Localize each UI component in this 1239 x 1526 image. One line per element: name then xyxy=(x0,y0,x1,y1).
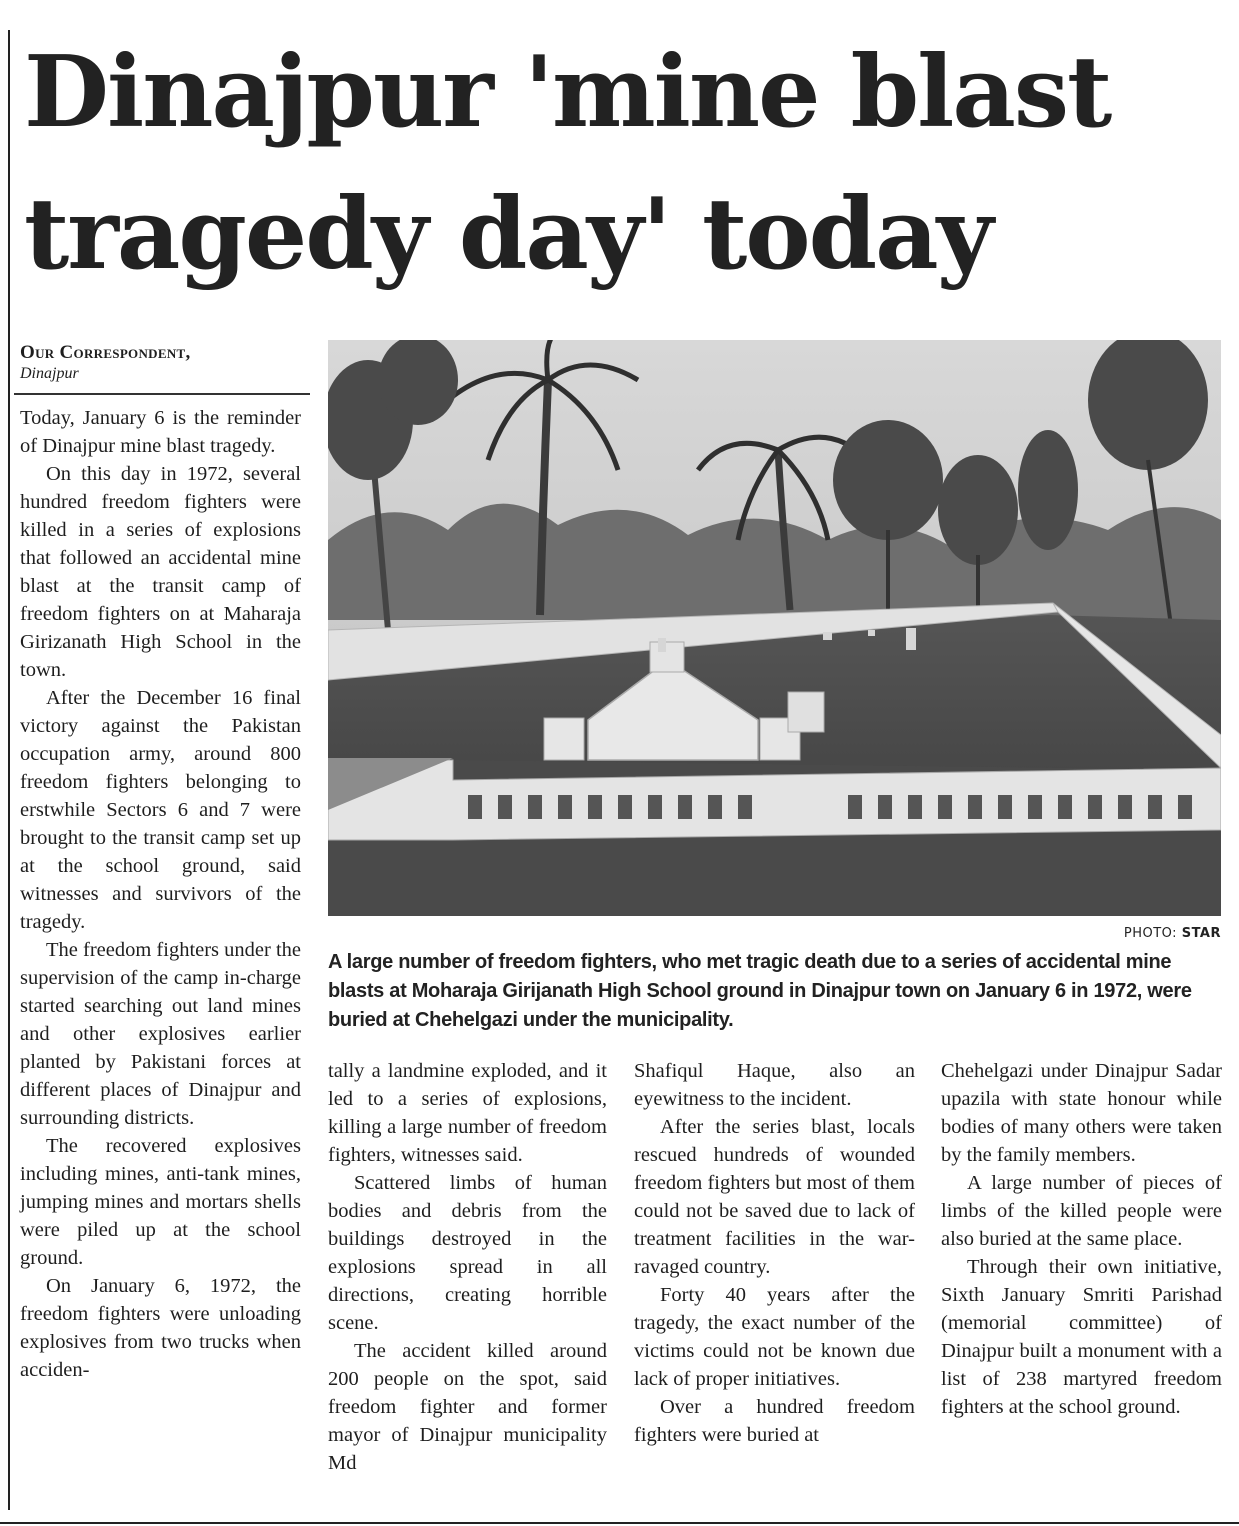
paragraph: Over a hundred freedom fighters were buried at xyxy=(634,1396,915,1446)
headline: Dinajpur 'mine blast tragedy day' today xyxy=(24,35,1111,292)
photo-credit xyxy=(1124,926,1221,941)
photo-credit-source: STAR xyxy=(1181,926,1221,941)
paragraph: Forty 40 years after the tragedy, the exact number of the victims could not be known due lack of proper initiatives. xyxy=(634,1284,915,1390)
photo-caption: A large number of freedom fighters, who met tragic death due to a series of accidental mine blasts at Moharaja Girijanath High School ground in Dinajpur town on January 6 in 1972, were buried at Chehelgazi under the municipality. xyxy=(328,951,1192,1031)
body-column-2 xyxy=(328,1057,607,1477)
byline-author: Our Correspondent, xyxy=(20,342,191,363)
body-column-1 xyxy=(20,404,301,1384)
paragraph: Scattered limbs of human bodies and debris from the buildings destroyed in the explosions spread in all directions, creating horrible scene. xyxy=(328,1172,607,1334)
byline-dateline: Dinajpur xyxy=(20,365,79,382)
paragraph: The accident killed around 200 people on the spot, said freedom fighter and former mayor of Dinajpur municipality Md xyxy=(328,1340,607,1474)
byline xyxy=(20,342,310,384)
paragraph: Today, January 6 is the reminder of Dinajpur mine blast tragedy. xyxy=(20,407,301,457)
paragraph: Shafiqul Haque, also an eyewitness to the incident. xyxy=(634,1060,915,1110)
paragraph: Chehelgazi under Dinajpur Sadar upazila with state honour while bodies of many others were taken by the family members. xyxy=(941,1060,1222,1166)
paragraph: After the December 16 final victory against the Pakistan occupation army, around 800 freedom fighters belonging to erstwhile Sectors 6 and 7 were brought to the transit camp set up at the school ground, said witnesses and survivors of the tragedy. xyxy=(20,687,301,933)
byline-rule xyxy=(14,393,310,395)
paragraph: On this day in 1972, several hundred freedom fighters were killed in a series of explosions that followed an accidental mine blast at the transit camp of freedom fighters on at Maharaja Girizanath High School in the town. xyxy=(20,463,301,681)
photo-graveyard-icon xyxy=(328,340,1221,916)
body-column-3 xyxy=(634,1057,915,1449)
paragraph: Through their own initiative, Sixth January Smriti Parishad (memorial committee) of Dinajpur built a monument with a list of 238 martyred freedom fighters at the school ground. xyxy=(941,1256,1222,1418)
photo-credit-label: PHOTO: xyxy=(1123,926,1178,941)
body-column-4 xyxy=(941,1057,1222,1421)
bottom-rule xyxy=(0,1522,1239,1524)
paragraph: The freedom fighters under the supervision of the camp in-charge started searching out land mines and other explosives earlier planted by Pakistani forces at different places of Dinajpur and surrounding districts. xyxy=(20,939,302,1129)
paragraph: After the series blast, locals rescued hundreds of wounded freedom fighters but most of them could not be saved due to lack of treatment facilities in the war-ravaged country. xyxy=(634,1116,915,1278)
paragraph: tally a landmine exploded, and it led to a series of explosions, killing a large number of freedom fighters, witnesses said. xyxy=(328,1060,607,1166)
paragraph: On January 6, 1972, the freedom fighters were unloading explosives from two trucks when acciden- xyxy=(20,1275,301,1381)
left-column-rule xyxy=(8,30,10,1510)
paragraph: The recovered explosives including mines, anti-tank mines, jumping mines and mortars shells were piled up at the school ground. xyxy=(20,1135,301,1269)
paragraph: A large number of pieces of limbs of the killed people were also buried at the same place. xyxy=(941,1172,1222,1250)
